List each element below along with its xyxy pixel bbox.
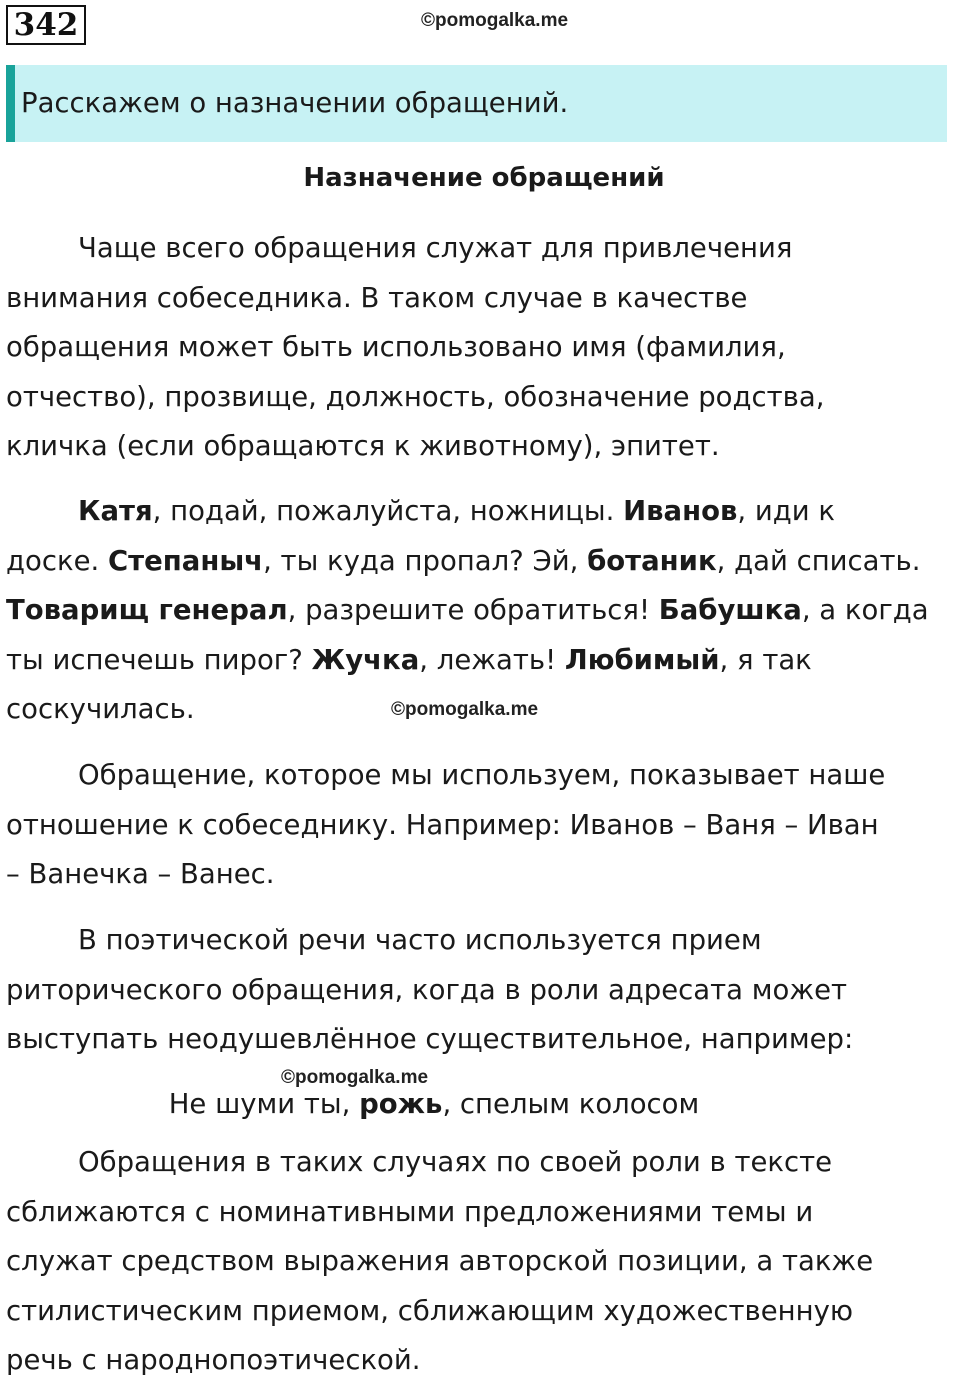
watermark-top: ©pomogalka.me <box>421 10 569 31</box>
text-fragment: , ты куда пропал? Эй, <box>263 544 588 577</box>
task-text: Расскажем о назначении обращений. <box>21 87 569 119</box>
text-line: соскучилась. <box>6 693 195 725</box>
section-heading: Назначение обращений <box>303 163 665 193</box>
text-line: кличка (если обращаются к животному), эпитет. <box>6 430 720 462</box>
text-line: Обращения в таких случаях по своей роли в тексте <box>78 1146 833 1178</box>
text-fragment: доске. <box>6 544 108 577</box>
address-word: ботаник <box>587 544 717 577</box>
text-fragment: , иди к <box>737 495 835 527</box>
address-word: рожь <box>359 1088 443 1120</box>
address-word: Катя <box>78 495 153 527</box>
text-fragment: , я так <box>719 643 812 676</box>
watermark-middle: ©pomogalka.me <box>391 699 539 720</box>
text-fragment: ты испечешь пирог? <box>6 643 312 676</box>
address-word: Товарищ генерал <box>6 594 288 626</box>
text-line: речь с народнопоэтической. <box>6 1344 421 1376</box>
text-line <box>6 586 954 636</box>
address-word: Жучка <box>311 643 420 676</box>
text-line: отношение к собеседнику. Например: Иванов – Ваня – Иван <box>6 808 879 841</box>
text-line: Обращение, которое мы используем, показывает наше <box>78 759 886 791</box>
verse-example <box>0 1080 868 1130</box>
paragraph-examples <box>6 487 954 735</box>
text-fragment: , разрешите обратиться! <box>287 594 659 626</box>
paragraph-purpose <box>6 224 954 472</box>
text-line: отчество), прозвище, должность, обозначение родства, <box>6 380 825 413</box>
text-line: Чаще всего обращения служат для привлечения <box>78 232 793 264</box>
text-fragment: , спелым колосом <box>442 1088 700 1120</box>
paragraph-attitude <box>6 751 954 900</box>
text-line: – Ванечка – Ванес. <box>6 858 275 890</box>
paragraph-role <box>6 1138 954 1386</box>
watermark-bottom: ©pomogalka.me <box>281 1067 429 1088</box>
address-word: Иванов <box>623 495 738 527</box>
text-line: риторического обращения, когда в роли адресата может <box>6 973 848 1006</box>
text-line: внимания собеседника. В таком случае в качестве <box>6 281 748 314</box>
text-fragment: , лежать! <box>419 643 565 676</box>
exercise-number: 342 <box>6 5 86 45</box>
text-line: В поэтической речи часто используется прием <box>78 924 762 956</box>
text-line: сближаются с номинативными предложениями темы и <box>6 1195 814 1228</box>
address-word: Бабушка <box>658 594 802 626</box>
task-banner <box>6 65 947 142</box>
paragraph-rhetorical <box>6 916 954 1065</box>
text-line: служат средством выражения авторской позиции, а также <box>6 1245 874 1277</box>
text-fragment: Не шуми ты, <box>168 1088 360 1120</box>
text-line <box>6 537 954 587</box>
text-line: стилистическим приемом, сближающим художественную <box>6 1294 854 1327</box>
text-line: обращения может быть использовано имя (фамилия, <box>6 331 786 363</box>
address-word: Любимый <box>564 643 720 676</box>
text-line: выступать неодушевлённое существительное, например: <box>6 1023 854 1055</box>
text-fragment: , подай, пожалуйста, ножницы. <box>152 495 624 527</box>
text-line <box>6 487 954 537</box>
address-word: Степаныч <box>107 544 264 577</box>
text-fragment: , а когда <box>801 594 929 626</box>
text-line <box>6 636 954 686</box>
text-fragment: , дай списать. <box>716 544 921 577</box>
